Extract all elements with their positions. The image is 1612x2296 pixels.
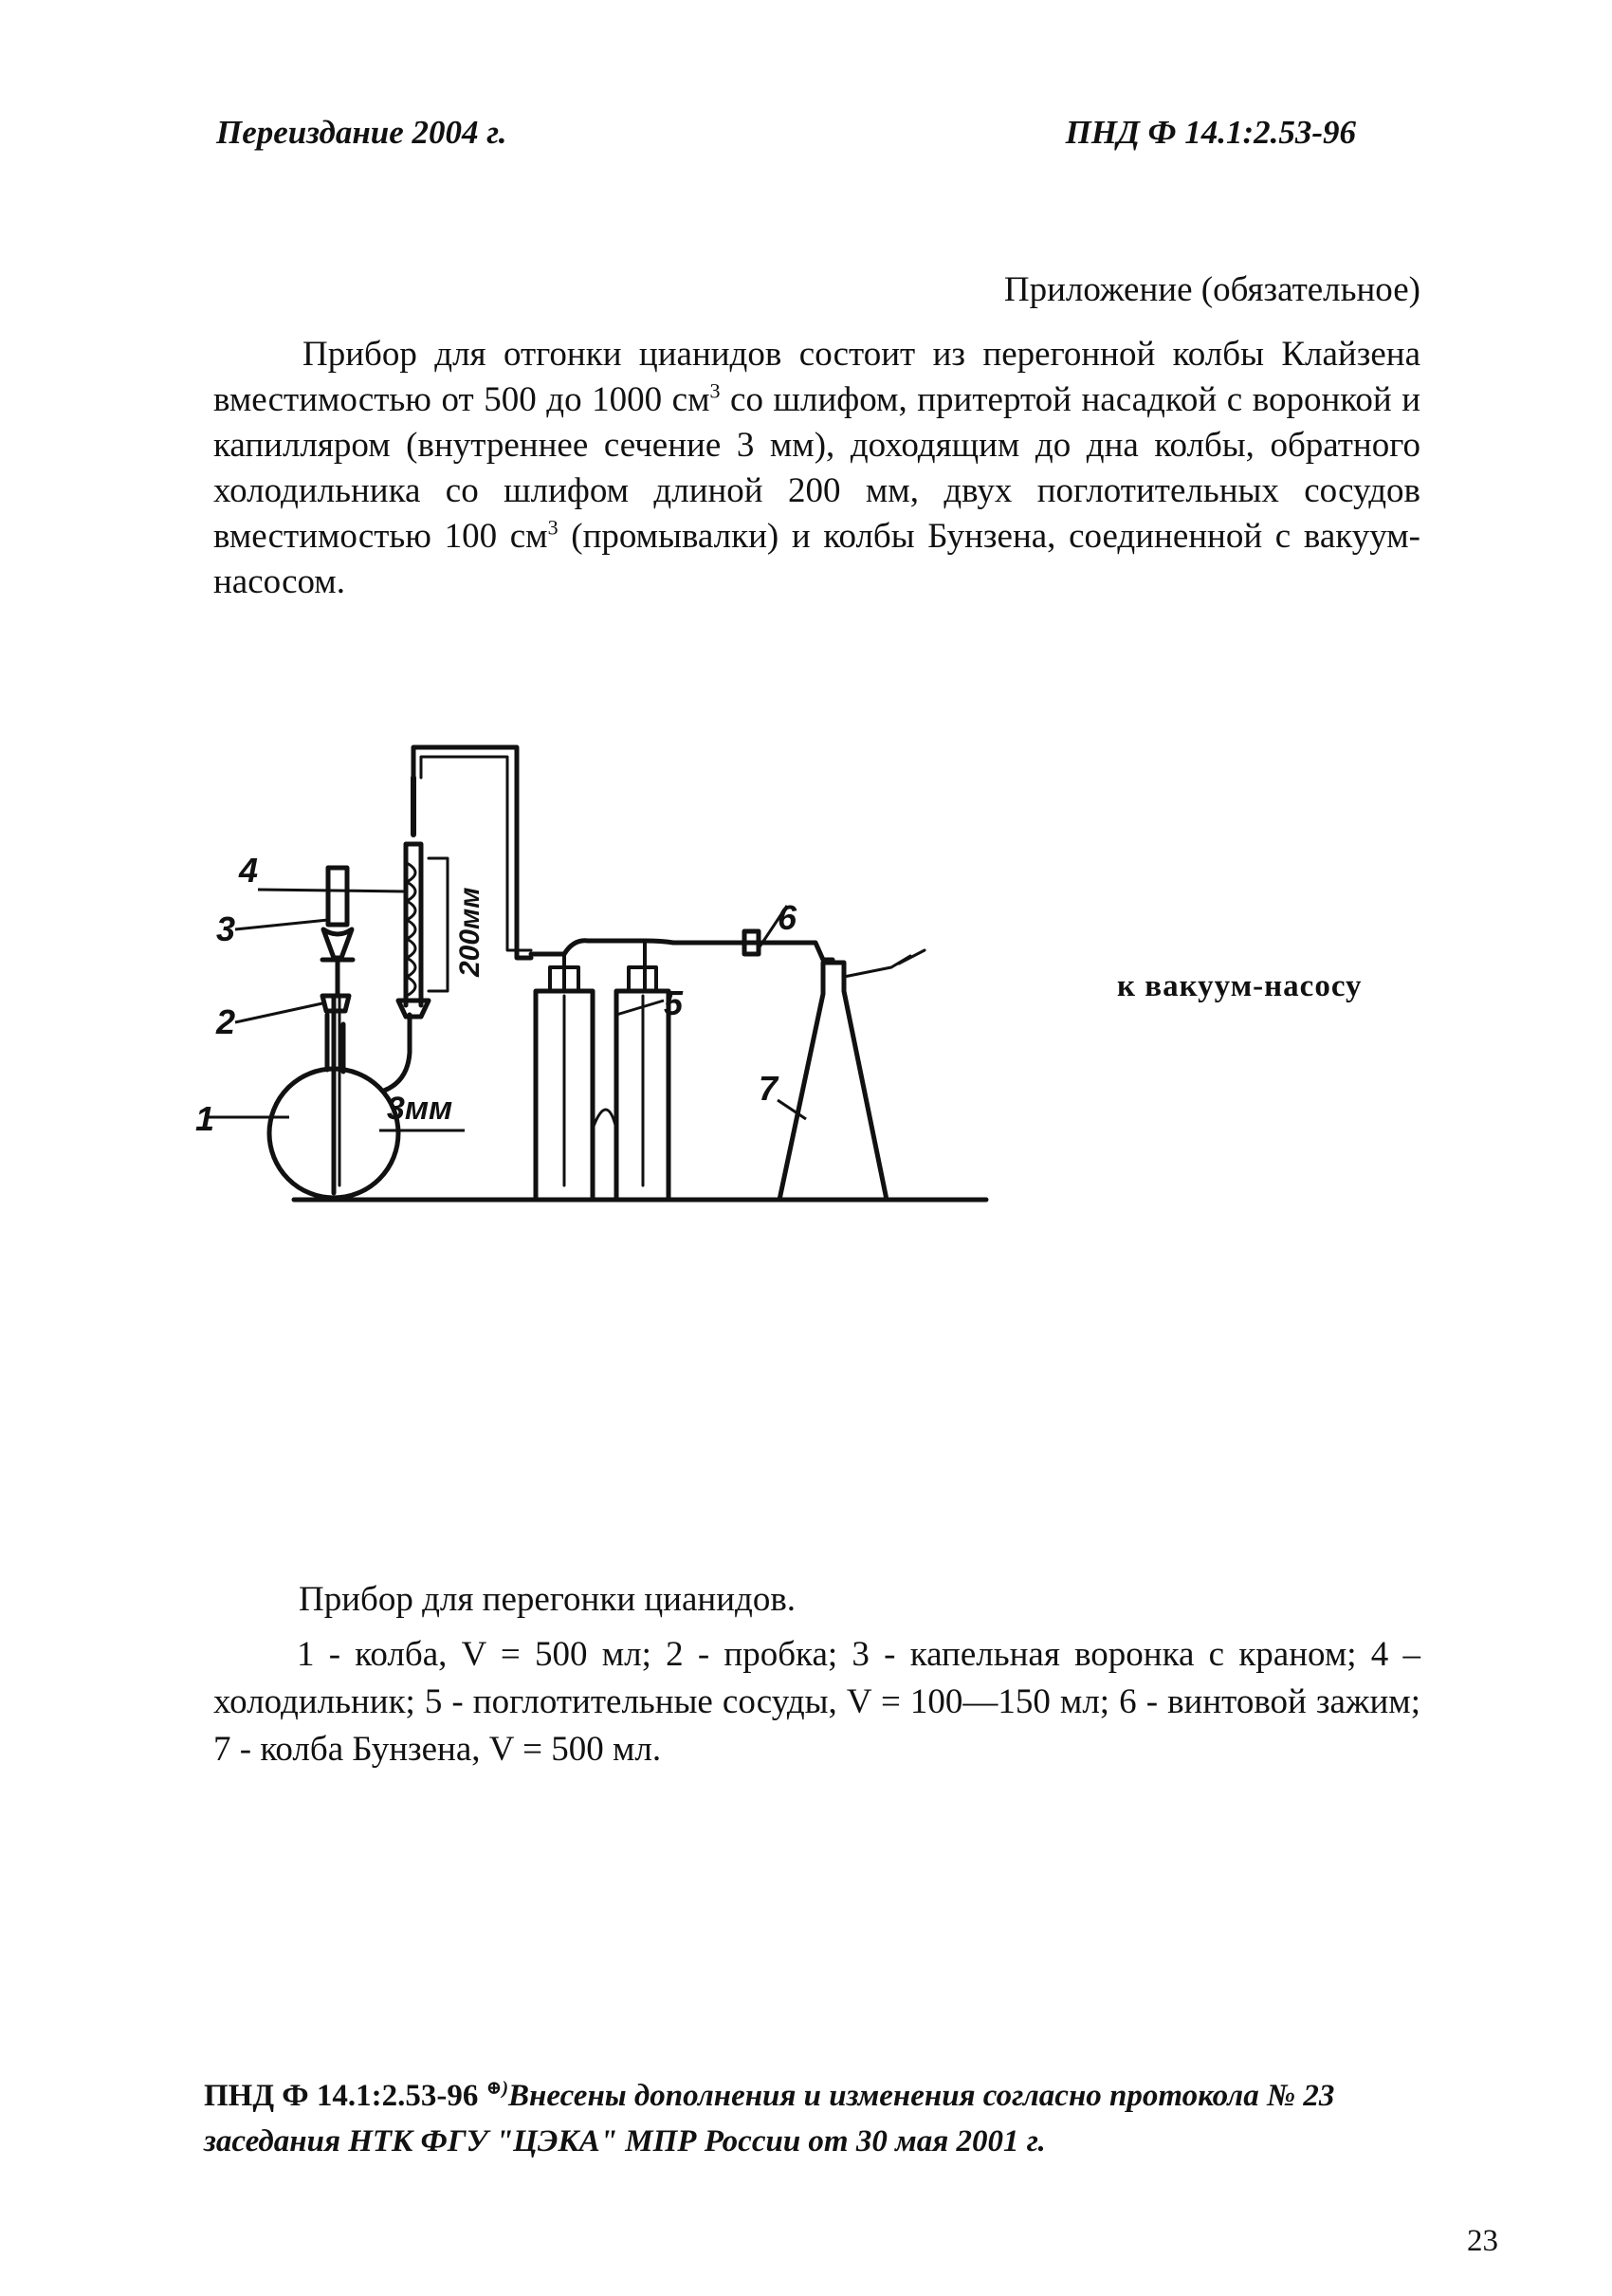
connecting-tube	[531, 941, 768, 954]
apparatus-diagram	[190, 740, 1024, 1233]
label-6: 6	[778, 898, 797, 937]
footer-text: Внесены дополнения и изменения согласно протокола № 23 заседания НТК ФГУ "ЦЭКА" МПР России от 30 мая 2001 г.	[204, 2079, 1335, 2158]
header-edition: Переиздание 2004 г.	[216, 114, 507, 151]
label-200mm: 200мм	[454, 887, 485, 977]
label-4: 4	[239, 851, 259, 890]
superscript-cube-2: 3	[547, 515, 559, 540]
label-5: 5	[664, 983, 684, 1022]
dimension-200mm	[429, 858, 448, 991]
description-part-3: (промывалки) и колбы Бунзена, соединенной с вакуум-насосом.	[213, 517, 1420, 601]
side-arm	[384, 1015, 410, 1091]
footer-mark: ⊕)	[485, 2078, 509, 2099]
footer-note	[204, 2066, 1418, 2164]
label-7: 7	[759, 1069, 779, 1108]
header-document-code: ПНД Ф 14.1:2.53-96	[1065, 114, 1356, 151]
label-2: 2	[216, 1002, 236, 1041]
superscript-cube-1: 3	[709, 378, 721, 403]
label-3mm: 3мм	[387, 1091, 453, 1127]
legend-text: 1 - колба, V = 500 мл; 2 - пробка; 3 - капельная воронка с краном; 4 – холодильник; 5 - поглотительные сосуды, V = 100—150 мл; 6 - винтовой зажим; 7 - колба Бунзена, V = 500 мл.	[213, 1635, 1420, 1769]
apparatus-description	[213, 332, 1420, 605]
description-paragraph	[213, 332, 1420, 605]
description-part-2: со шлифом, притертой насадкой с воронкой и капилляром (внутреннее сечение 3 мм), доходящим до дна колбы, обратного холодильника со шлифом длиной 200 мм, двух поглотительных сосудов вместимостью 100 см	[213, 380, 1420, 556]
vacuum-pump-label: к вакуум-насосу	[1117, 969, 1363, 1003]
footer-code: ПНД Ф 14.1:2.53-96	[204, 2079, 479, 2113]
figure-caption-title: Прибор для перегонки цианидов.	[299, 1580, 797, 1619]
bunsen-flask	[779, 963, 887, 1200]
dropping-funnel	[323, 868, 352, 958]
page-number: 23	[1467, 2224, 1498, 2258]
figure-caption-legend	[213, 1631, 1420, 1773]
label-1: 1	[195, 1099, 215, 1138]
description-part-1: Прибор для отгонки цианидов состоит из перегонной колбы Клайзена вместимостью от 500 до 1000 см	[213, 335, 1420, 419]
label-3: 3	[216, 909, 236, 948]
appendix-label: Приложение (обязательное)	[1003, 270, 1420, 309]
